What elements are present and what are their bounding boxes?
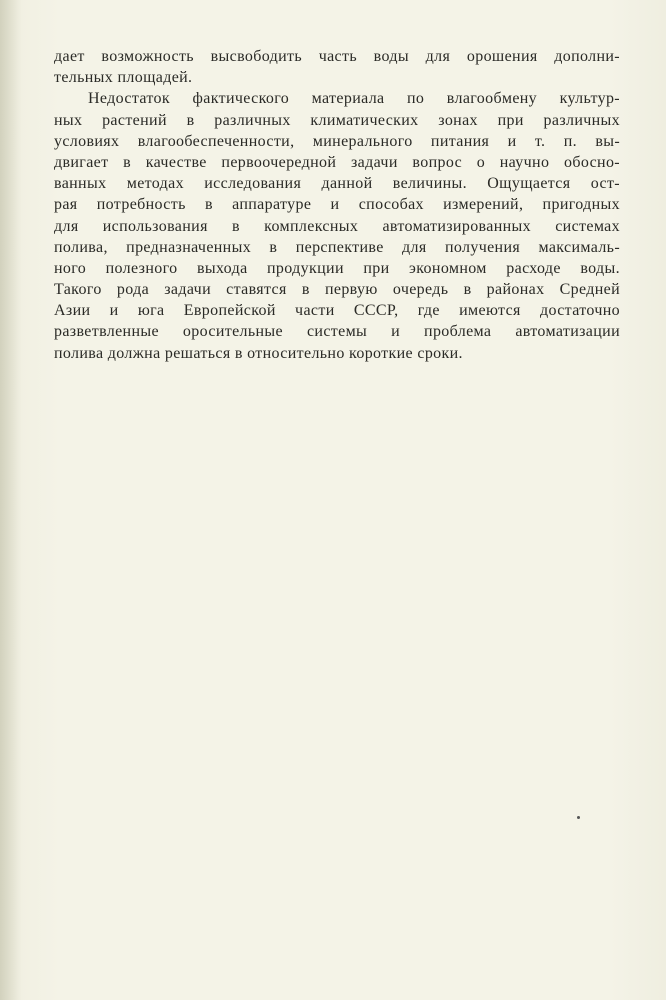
text-line: двигает в качестве первоочередной задачи вопрос о научно обосно- [54,153,620,171]
text-line: полива должна решаться в относительно короткие сроки. [54,344,463,362]
text-line: ных растений в различных климатических зонах при различных [54,111,620,129]
text-line: для использования в комплексных автоматизированных системах [54,217,620,235]
text-line: условиях влагообеспеченности, минерального питания и т. п. вы- [54,132,620,150]
text-line: ванных методах исследования данной величины. Ощущается ост- [54,175,620,193]
text-line: тельных площадей. [54,69,193,87]
text-line: дает возможность высвободить часть воды для орошения дополни- [54,48,620,65]
body-text [54,46,620,364]
text-line: разветвленные оросительные системы и проблема автоматизации [54,323,620,341]
text-line: ного полезного выхода продукции при экономном расходе воды. [54,259,620,277]
text-line: Недостаток фактического материала по влагообмену культур- [88,90,620,108]
text-line: полива, предназначенных в перспективе для получения максималь- [54,238,620,256]
text-line: Такого рода задачи ставятся в первую очередь в районах Средней [54,281,620,299]
text-line: Азии и юга Европейской части СССР, где имеются достаточно [54,302,620,320]
paper-speck [577,816,580,819]
text-line: рая потребность в аппаратуре и способах измерений, пригодных [54,196,620,214]
page-spine-shadow [0,0,22,1000]
